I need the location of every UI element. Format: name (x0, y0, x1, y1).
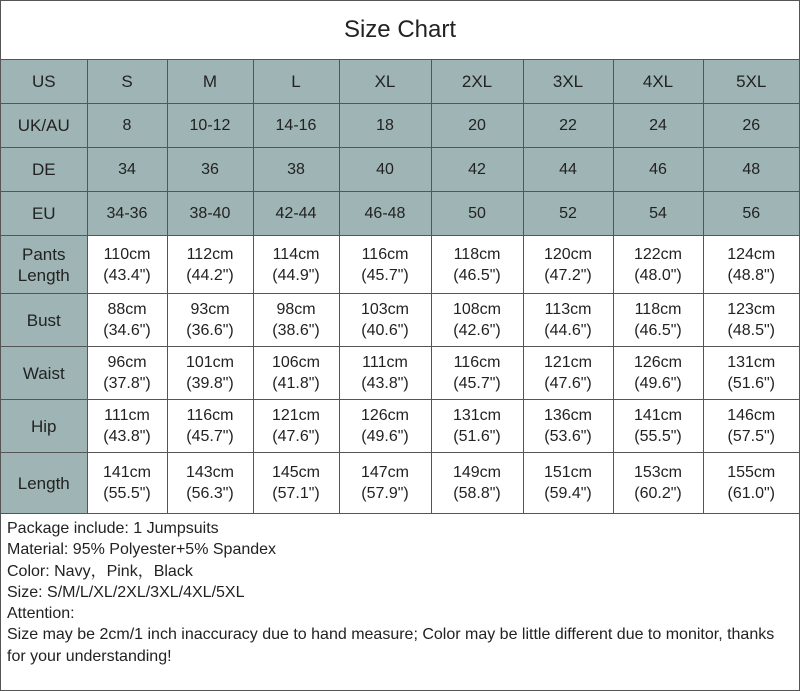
measure-label (1, 400, 87, 453)
region-label: EU (1, 192, 87, 236)
header-row (1, 60, 799, 104)
measure-label-line1: Hip (30, 416, 57, 436)
size-note: Size: S/M/L/XL/2XL/3XL/4XL/5XL (7, 583, 245, 601)
cm-value: 121cm (543, 354, 593, 371)
measure-cell (253, 453, 339, 514)
cm-value: 111cm (362, 354, 408, 371)
inch-value: (43.4") (103, 266, 151, 284)
size-cell: 38-40 (167, 192, 253, 236)
measure-cell (253, 347, 339, 400)
size-cell: 36 (167, 148, 253, 192)
size-row (1, 104, 799, 148)
inch-value: (60.2") (634, 485, 682, 502)
cm-value: 116cm (361, 245, 409, 263)
size-cell: 42 (431, 148, 523, 192)
cm-value: 126cm (633, 354, 683, 371)
measure-cell (339, 347, 431, 400)
size-cell: 40 (339, 148, 431, 192)
cm-value: 155cm (727, 464, 776, 481)
size-cell: 8 (87, 104, 167, 148)
measure-cell (167, 453, 253, 514)
measure-cell (523, 400, 613, 453)
measure-cell (613, 236, 703, 294)
measure-cell (253, 400, 339, 453)
cm-value: 143cm (185, 464, 235, 481)
attention-label: Attention: (7, 605, 75, 623)
inch-value: (43.8") (103, 428, 151, 445)
inch-value: (45.7") (186, 428, 234, 445)
size-cell: 18 (339, 104, 431, 148)
cm-value: 111cm (104, 407, 150, 424)
size-table (1, 60, 799, 514)
inch-value: (55.5") (634, 428, 682, 445)
cm-value: 121cm (271, 407, 321, 424)
size-cell: 26 (703, 104, 799, 148)
cm-value: 93cm (190, 301, 230, 318)
measure-cell (613, 347, 703, 400)
inch-value: (43.8") (361, 375, 409, 392)
measure-cell (703, 400, 799, 453)
size-header-4xl: 4XL (613, 60, 703, 104)
measure-row (1, 294, 799, 347)
cm-value: 141cm (102, 464, 152, 481)
measure-cell (431, 294, 523, 347)
inch-value: (47.6") (544, 375, 592, 392)
inch-value: (46.5") (453, 266, 501, 284)
package-note: Package include: 1 Jumpsuits (7, 520, 219, 537)
cm-value: 98cm (276, 301, 316, 318)
inch-value: (45.7") (453, 375, 501, 392)
product-notes (1, 514, 799, 667)
inch-value: (51.6") (727, 375, 775, 392)
size-cell: 22 (523, 104, 613, 148)
inch-value: (57.5") (727, 428, 775, 445)
size-header-3xl: 3XL (523, 60, 613, 104)
cm-value: 131cm (727, 354, 776, 371)
inch-value: (51.6") (453, 428, 501, 445)
inch-value: (48.5") (727, 322, 775, 339)
inch-value: (42.6") (453, 322, 501, 339)
measure-label-line1: Pants (22, 244, 66, 264)
cm-value: 147cm (360, 464, 410, 481)
measure-cell (339, 294, 431, 347)
inch-value: (44.6") (544, 322, 592, 339)
region-label-us: US (1, 60, 87, 104)
inch-value: (57.1") (272, 485, 320, 502)
cm-value: 96cm (107, 354, 147, 371)
measure-cell (339, 400, 431, 453)
measure-cell (613, 294, 703, 347)
cm-value: 146cm (727, 407, 776, 424)
measure-row (1, 400, 799, 453)
inch-value: (34.6") (103, 322, 151, 339)
inch-value: (48.8") (727, 266, 775, 284)
size-cell: 34-36 (87, 192, 167, 236)
measure-cell (431, 453, 523, 514)
measure-cell (613, 453, 703, 514)
measure-cell (167, 236, 253, 294)
size-header-5xl: 5XL (703, 60, 799, 104)
size-cell: 46 (613, 148, 703, 192)
cm-value: 151cm (543, 464, 593, 481)
inch-value: (46.5") (634, 322, 682, 339)
measure-cell (431, 400, 523, 453)
measure-cell (87, 400, 167, 453)
measure-label-line2: Length (17, 265, 70, 285)
cm-value: 118cm (453, 245, 501, 263)
size-cell: 10-12 (167, 104, 253, 148)
inch-value: (36.6") (186, 322, 234, 339)
size-cell: 34 (87, 148, 167, 192)
measure-cell (253, 294, 339, 347)
size-header-m: M (167, 60, 253, 104)
cm-value: 126cm (360, 407, 410, 424)
inch-value: (44.2") (186, 266, 234, 284)
measure-row (1, 347, 799, 400)
cm-value: 108cm (452, 301, 502, 318)
inch-value: (45.7") (361, 266, 409, 284)
cm-value: 131cm (452, 407, 502, 424)
cm-value: 141cm (633, 407, 683, 424)
measure-row (1, 236, 799, 294)
size-header-l: L (253, 60, 339, 104)
cm-value: 124cm (727, 245, 776, 263)
measure-label-line1: Length (17, 473, 70, 493)
inch-value: (48.0") (634, 266, 682, 284)
cm-value: 136cm (543, 407, 593, 424)
size-cell: 48 (703, 148, 799, 192)
cm-value: 110cm (103, 245, 151, 263)
measure-cell (523, 453, 613, 514)
cm-value: 149cm (452, 464, 502, 481)
measure-cell (703, 236, 799, 294)
cm-value: 106cm (271, 354, 321, 371)
measure-cell (431, 236, 523, 294)
size-cell: 38 (253, 148, 339, 192)
measure-label-line1: Bust (26, 310, 61, 330)
measure-cell (523, 347, 613, 400)
measure-label (1, 294, 87, 347)
measure-cell (167, 347, 253, 400)
cm-value: 114cm (272, 245, 320, 263)
inch-value: (40.6") (361, 322, 409, 339)
measure-label (1, 453, 87, 514)
size-cell: 54 (613, 192, 703, 236)
cm-value: 116cm (186, 407, 234, 424)
size-cell: 42-44 (253, 192, 339, 236)
size-cell: 20 (431, 104, 523, 148)
measure-label (1, 347, 87, 400)
inch-value: (41.8") (272, 375, 320, 392)
measure-cell (523, 236, 613, 294)
size-header-2xl: 2XL (431, 60, 523, 104)
cm-value: 153cm (633, 464, 683, 481)
measure-cell (703, 347, 799, 400)
inch-value: (49.6") (361, 428, 409, 445)
measure-cell (87, 453, 167, 514)
cm-value: 123cm (727, 301, 776, 318)
measure-cell (339, 453, 431, 514)
size-cell: 50 (431, 192, 523, 236)
cm-value: 113cm (544, 301, 592, 318)
inch-value: (57.9") (361, 485, 409, 502)
size-row (1, 148, 799, 192)
size-cell: 24 (613, 104, 703, 148)
cm-value: 122cm (633, 245, 683, 263)
inch-value: (55.5") (103, 485, 151, 502)
cm-value: 118cm (634, 301, 682, 318)
measure-cell (87, 347, 167, 400)
measure-cell (87, 236, 167, 294)
inch-value: (56.3") (186, 485, 234, 502)
size-header-xl: XL (339, 60, 431, 104)
size-cell: 46-48 (339, 192, 431, 236)
cm-value: 112cm (186, 245, 234, 263)
inch-value: (58.8") (453, 485, 501, 502)
measure-cell (87, 294, 167, 347)
cm-value: 101cm (185, 354, 235, 371)
cm-value: 120cm (543, 245, 593, 263)
measure-label (1, 236, 87, 294)
disclaimer-note: Size may be 2cm/1 inch inaccuracy due to hand measure; Color may be little different due to monitor, thanks for your understanding! (7, 626, 775, 665)
size-cell: 56 (703, 192, 799, 236)
color-note: Color: Navy，Pink，Black (7, 562, 193, 580)
size-cell: 52 (523, 192, 613, 236)
measure-cell (167, 294, 253, 347)
material-note: Material: 95% Polyester+5% Spandex (7, 541, 277, 559)
region-label: UK/AU (1, 104, 87, 148)
measure-cell (523, 294, 613, 347)
inch-value: (47.2") (544, 266, 592, 284)
measure-cell (167, 400, 253, 453)
measure-cell (703, 453, 799, 514)
cm-value: 103cm (360, 301, 410, 318)
cm-value: 145cm (271, 464, 321, 481)
measure-label-line1: Waist (22, 363, 65, 383)
inch-value: (61.0") (727, 485, 775, 502)
size-row (1, 192, 799, 236)
inch-value: (38.6") (272, 322, 320, 339)
cm-value: 88cm (107, 301, 147, 318)
inch-value: (53.6") (544, 428, 592, 445)
measure-row (1, 453, 799, 514)
cm-value: 116cm (453, 354, 501, 371)
region-label: DE (1, 148, 87, 192)
measure-cell (339, 236, 431, 294)
inch-value: (37.8") (103, 375, 151, 392)
measure-cell (253, 236, 339, 294)
size-cell: 14-16 (253, 104, 339, 148)
inch-value: (39.8") (186, 375, 234, 392)
inch-value: (47.6") (272, 428, 320, 445)
inch-value: (49.6") (634, 375, 682, 392)
size-cell: 44 (523, 148, 613, 192)
size-header-s: S (87, 60, 167, 104)
inch-value: (44.9") (272, 266, 320, 284)
chart-title: Size Chart (1, 1, 799, 60)
measure-cell (431, 347, 523, 400)
measure-cell (613, 400, 703, 453)
measure-cell (703, 294, 799, 347)
inch-value: (59.4") (544, 485, 592, 502)
